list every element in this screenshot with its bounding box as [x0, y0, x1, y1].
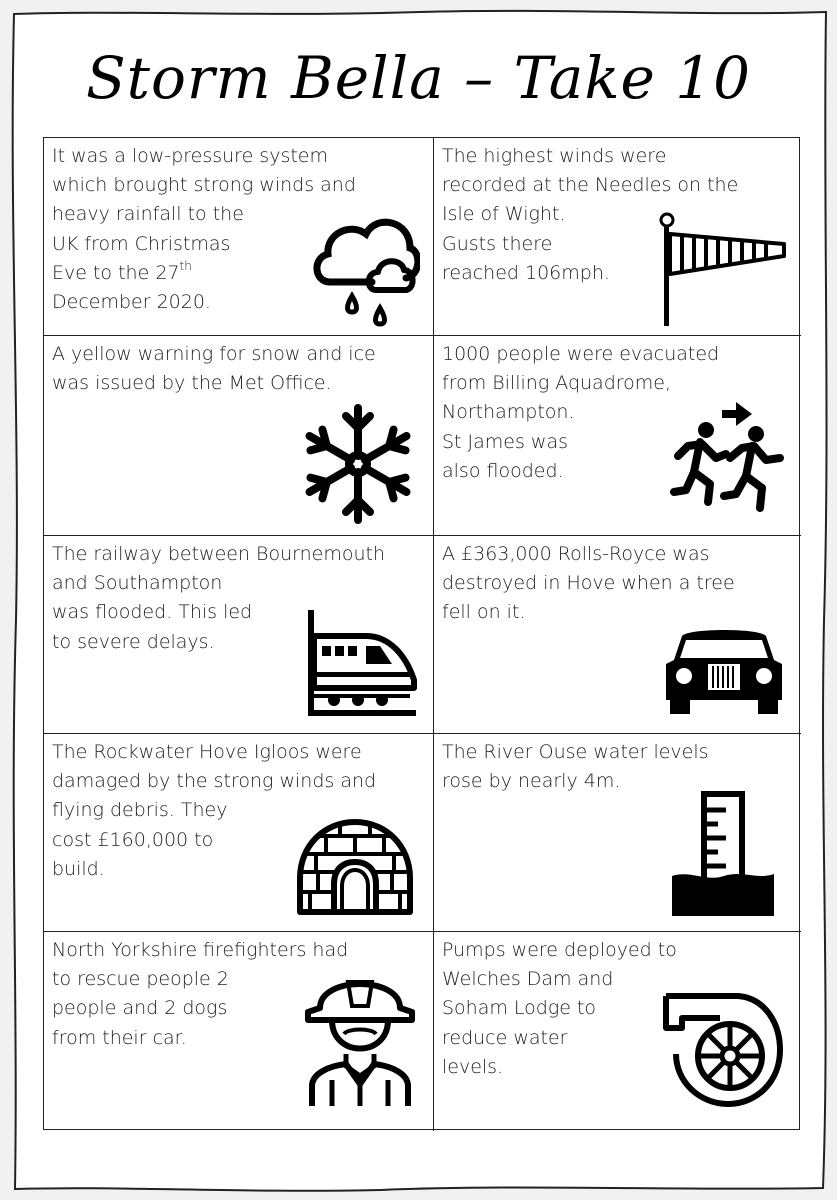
fact-card-6	[434, 536, 801, 734]
page-title: Storm Bella – Take 10	[85, 44, 752, 112]
car-icon	[662, 626, 786, 716]
fact-text: North Yorkshire firefighters had to rescue people 2 people and 2 dogs from their car.	[52, 939, 349, 1049]
fact-card-2	[434, 138, 801, 336]
fact-text: A £363,000 Rolls-Royce was destroyed in Hove when a tree fell on it.	[442, 543, 735, 624]
snowflake-icon	[302, 402, 414, 526]
fact-text: Pumps were deployed to Welches Dam and Soham Lodge to reduce water levels.	[442, 939, 677, 1078]
fact-text: The railway between Bournemouth and Southampton was flooded. This led to severe delays.	[52, 543, 386, 653]
fact-card-4	[434, 336, 801, 536]
fact-card-3	[44, 336, 434, 536]
rain-cloud-icon	[310, 210, 420, 330]
fact-card-10	[434, 932, 801, 1131]
fact-superscript: th	[179, 258, 192, 273]
igloo-icon	[296, 818, 414, 916]
fact-card-5	[44, 536, 434, 734]
water-pump-icon	[660, 990, 784, 1108]
firefighter-icon	[302, 962, 418, 1108]
facts-grid	[43, 137, 800, 1130]
fact-text: The Rockwater Hove Igloos were damaged by the strong winds and flying debris. They cost £160,000 to build.	[52, 741, 377, 880]
fact-text: The highest winds were recorded at the Needles on the Isle of Wight. Gusts there reached 106mph.	[442, 145, 739, 284]
fact-text: A yellow warning for snow and ice was issued by the Met Office.	[52, 343, 376, 395]
fact-card-8	[434, 734, 801, 932]
evacuation-icon	[670, 396, 790, 522]
fact-text-continued: December 2020.	[52, 291, 211, 314]
windsock-icon	[656, 210, 791, 328]
train-icon	[306, 610, 418, 720]
fact-card-1	[44, 138, 434, 336]
fact-text: The River Ouse water levels rose by nearly 4m.	[442, 741, 709, 793]
fact-text: 1000 people were evacuated from Billing Aquadrome, Northampton. St James was also flooded.	[442, 343, 720, 482]
water-level-gauge-icon	[670, 790, 776, 918]
fact-card-9	[44, 932, 434, 1131]
fact-card-7	[44, 734, 434, 932]
fact-text: It was a low-pressure system which brought strong winds and heavy rainfall to the UK from Christmas Eve to the 27	[52, 145, 356, 284]
